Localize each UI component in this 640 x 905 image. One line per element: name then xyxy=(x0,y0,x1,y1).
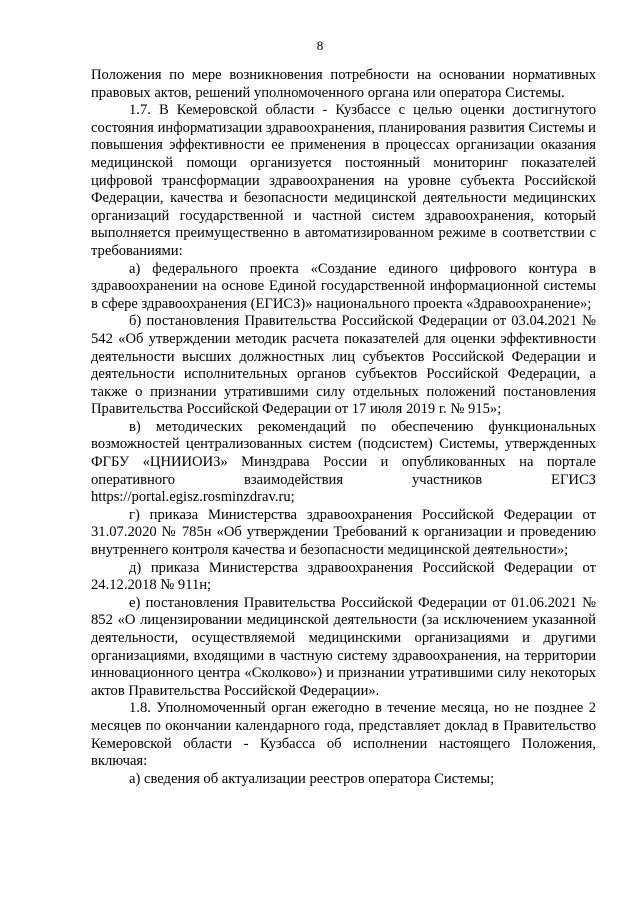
list-item-a: а) федерального проекта «Создание единого цифрового контура в здравоохранении на основе Единой государственной информационной системы в сфере здравоохранения (ЕГИСЗ)» национального проекта «Здравоохранение»; xyxy=(91,260,596,312)
list-item-d: д) приказа Министерства здравоохранения Российской Федерации от 24.12.2018 № 911н; xyxy=(91,559,596,594)
list-item-a-2: а) сведения об актуализации реестров оператора Системы; xyxy=(129,770,495,787)
list-item-v: в) методических рекомендаций по обеспечению функциональных возможностей централизованных систем (подсистем) Системы, утвержденных ФГБУ «ЦНИИОИЗ» Минздрава России и опубликованных на портале оперативного взаимодействия участников ЕГИСЗ https://portal.egisz.rosminzdrav.ru; xyxy=(91,418,596,506)
document-body xyxy=(91,67,596,788)
list-item-b: б) постановления Правительства Российской Федерации от 03.04.2021 № 542 «Об утверждении методик расчета показателей для оценки эффективности деятельности высших должностных лиц субъектов Российской Федерации и деятельности исполнительных органов субъектов Российской Федерации, а также о признании утратившими силу отдельных положений постановления Правительства Российской Федерации от 17 июля 2019 г. № 915»; xyxy=(91,313,596,418)
page-number: 8 xyxy=(316,38,324,53)
paragraph-section-1-7: 1.7. В Кемеровской области - Кузбассе с целью оценки достигнутого состояния информатизации здравоохранения, планирования развития Системы и повышения эффективности ее применения в процессах организации оказания медицинской помощи организуется постоянный мониторинг показателей цифровой трансформации здравоохранения на уровне субъекта Российской Федерации, качества и безопасности медицинской деятельности медицинских организаций государственной и частной систем здравоохранения, который выполняется преимущественно в автоматизированном режиме в соответствии с требованиями: xyxy=(91,102,596,259)
list-item-g: г) приказа Министерства здравоохранения Российской Федерации от 31.07.2020 № 785н «Об утверждении Требований к организации и проведению внутреннего контроля качества и безопасности медицинской деятельности»; xyxy=(91,506,596,559)
list-item-e: е) постановления Правительства Российской Федерации от 01.06.2021 № 852 «О лицензировании медицинской деятельности (за исключением указанной деятельности, осуществляемой медицинскими организациями и другими организациями, входящими в частную систему здравоохранения, на территории инновационного центра «Сколково») и признании утратившими силу некоторых актов Правительства Российской Федерации». xyxy=(91,594,596,699)
paragraph-continuation: Положения по мере возникновения потребности на основании нормативных правовых актов, решений уполномоченного органа или оператора Системы. xyxy=(91,67,596,101)
paragraph-section-1-8: 1.8. Уполномоченный орган ежегодно в течение месяца, но не позднее 2 месяцев по окончании календарного года, представляет доклад в Правительство Кемеровской области - Кузбасса об исполнении настоящего Положения, включая: xyxy=(91,700,596,770)
